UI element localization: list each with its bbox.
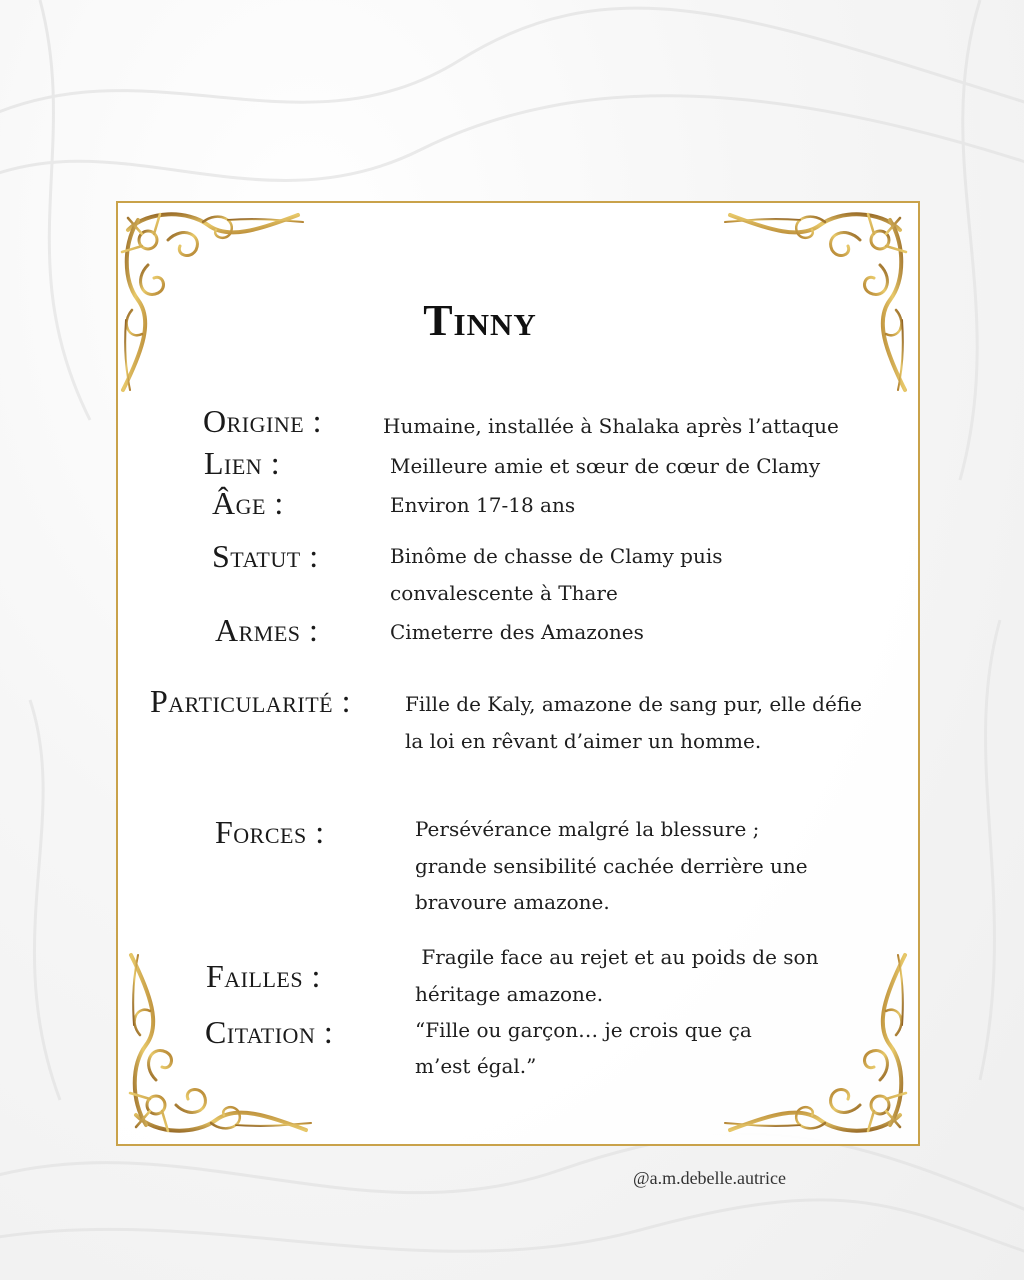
label-forces: Forces : [215, 814, 325, 850]
value-failles-line1: Fragile face au rejet et au poids de son [415, 945, 819, 969]
value-forces-line3: bravoure amazone. [415, 890, 610, 914]
label-armes: Armes : [215, 612, 319, 648]
value-statut-line1: Binôme de chasse de Clamy puis [390, 544, 723, 568]
value-citation-line2: m’est égal.” [415, 1054, 537, 1078]
label-citation: Citation : [205, 1014, 334, 1050]
value-armes: Cimeterre des Amazones [390, 620, 644, 644]
label-failles: Failles : [206, 958, 321, 994]
value-age: Environ 17-18 ans [390, 493, 576, 517]
value-forces-line1: Persévérance malgré la blessure ; [415, 817, 760, 841]
value-forces-line2: grande sensibilité cachée derrière une [415, 854, 808, 878]
value-statut-line2: convalescente à Thare [390, 581, 618, 605]
ornamental-corner-icon [720, 955, 920, 1145]
value-citation-line1: “Fille ou garçon… je crois que ça [415, 1018, 752, 1042]
label-origine: Origine : [203, 403, 323, 439]
label-statut: Statut : [212, 538, 319, 574]
value-origine: Humaine, installée à Shalaka après l’attaque [383, 414, 839, 438]
author-handle: @a.m.debelle.autrice [633, 1168, 786, 1188]
value-failles-line2: héritage amazone. [415, 982, 604, 1006]
value-lien: Meilleure amie et sœur de cœur de Clamy [390, 454, 821, 478]
character-name-title: Tinny [423, 296, 537, 345]
value-particularite-line2: la loi en rêvant d’aimer un homme. [405, 729, 762, 753]
value-particularite-line1: Fille de Kaly, amazone de sang pur, elle défie [405, 692, 862, 716]
label-particularite: Particularité : [150, 683, 351, 719]
label-age: Âge : [212, 485, 284, 521]
label-lien: Lien : [204, 445, 281, 481]
